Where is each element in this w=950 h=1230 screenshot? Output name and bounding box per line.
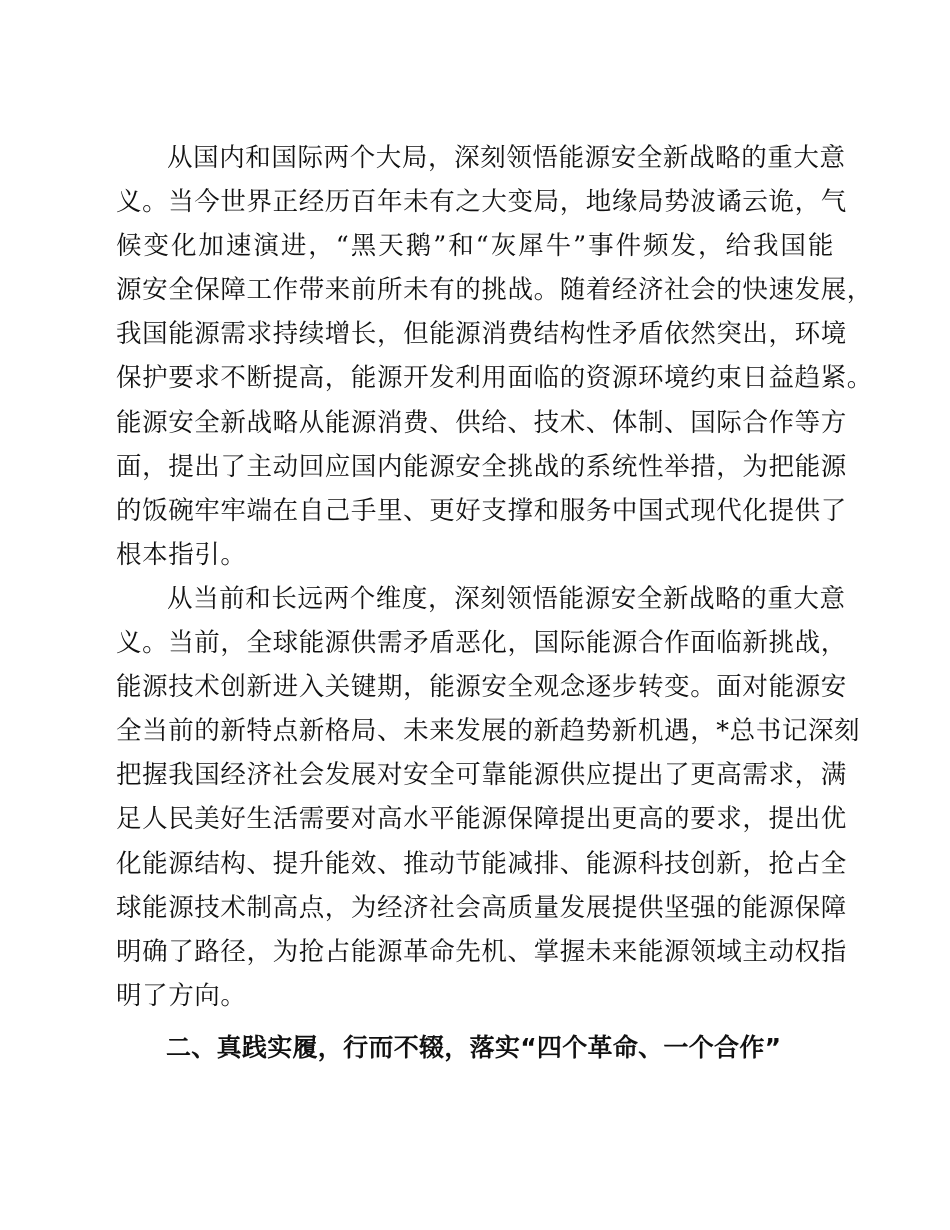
text-line: 化能源结构、提升能效、推动节能减排、能源科技创新，抢占全 <box>116 848 847 879</box>
paragraph-current-longterm <box>116 577 861 1018</box>
text-line: 从国内和国际两个大局，深刻领悟能源安全新战略的重大意 <box>167 143 846 173</box>
text-line: 的饭碗牢牢端在自己手里、更好支撑和服务中国式现代化提供了 <box>116 495 847 526</box>
text-line: 足人民美好生活需要对高水平能源保障提出更高的要求，提出优 <box>116 804 847 835</box>
text-line: 能源安全新战略从能源消费、供给、技术、体制、国际合作等方 <box>116 407 847 438</box>
text-line: 候变化加速演进，“黑天鹅”和“灰犀牛”事件频发，给我国能 <box>116 231 834 262</box>
text-line: 根本指引。 <box>116 539 247 570</box>
text-line: 面，提出了主动回应国内能源安全挑战的系统性举措，为把能源 <box>116 451 847 482</box>
text-line: 明了方向。 <box>116 980 247 1011</box>
text-line: 明确了路径，为抢占能源革命先机、掌握未来能源领域主动权指 <box>116 936 847 967</box>
paragraph-domestic-international <box>116 136 873 577</box>
text-line: 从当前和长远两个维度，深刻领悟能源安全新战略的重大意 <box>167 583 846 614</box>
text-line: 全当前的新特点新格局、未来发展的新趋势新机遇，*总书记深刻 <box>116 716 861 747</box>
text-line: 源安全保障工作带来前所未有的挑战。随着经济社会的快速发展， <box>116 275 873 306</box>
text-line: 保护要求不断提高，能源开发利用面临的资源环境约束日益趋紧。 <box>116 363 873 394</box>
text-line: 我国能源需求持续增长，但能源消费结构性矛盾依然突出，环境 <box>116 319 847 350</box>
text-line: 义。当今世界正经历百年未有之大变局，地缘局势波谲云诡，气 <box>116 187 847 218</box>
text-line: 把握我国经济社会发展对安全可靠能源供应提出了更高需求，满 <box>116 760 847 791</box>
document-body <box>116 136 873 1070</box>
text-line: 球能源技术制高点，为经济社会高质量发展提供坚强的能源保障 <box>116 892 847 923</box>
section-heading: 二、真践实履，行而不辍，落实“四个革命、一个合作” <box>166 1032 782 1062</box>
text-line: 义。当前，全球能源供需矛盾恶化，国际能源合作面临新挑战， <box>116 628 847 659</box>
text-line: 能源技术创新进入关键期，能源安全观念逐步转变。面对能源安 <box>116 672 847 703</box>
